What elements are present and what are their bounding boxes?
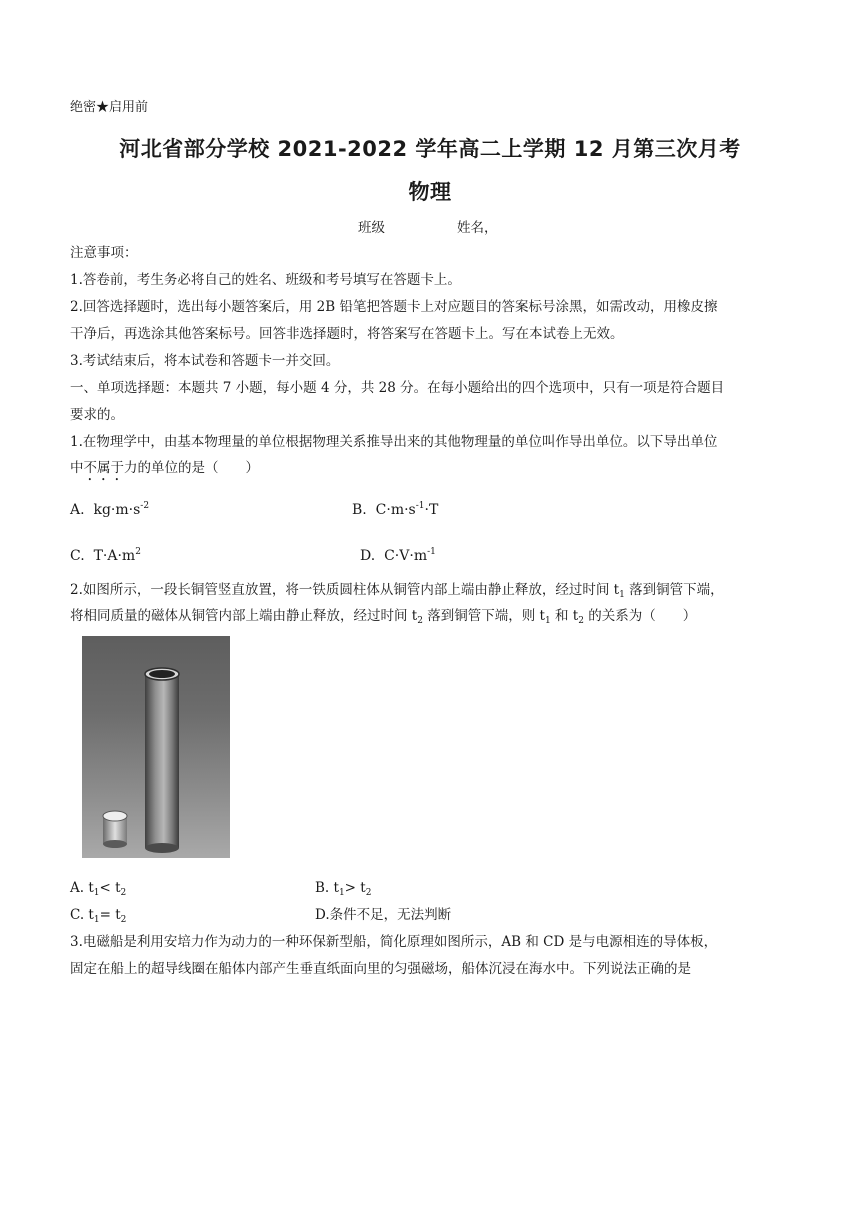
q2-option-d[interactable]: D.条件不足，无法判断 (315, 907, 452, 923)
q1-option-d[interactable]: D. $C\cdot V\cdot m^{-1}$ (360, 547, 436, 564)
q2-option-c[interactable]: C. $t_1= t_2$ (70, 907, 127, 925)
q2-option-a[interactable]: A. $t_1< t_2$ (70, 880, 127, 898)
copper-tube-photo (82, 636, 230, 858)
notice-item-2-cont: 干净后，再选涂其他答案标号。回答非选择题时，将答案写在答题卡上。写在本试卷上无效。 (70, 326, 624, 342)
q2-option-b[interactable]: B. $t_1> t_2$ (315, 880, 372, 898)
copper-tube-illustration (82, 636, 230, 858)
exam-title: 河北省部分学校 2021-2022 学年高二上学期 12 月第三次月考 (119, 137, 741, 161)
question-1-stem: 1.在物理学中，由基本物理量的单位根据物理关系推导出来的其他物理量的单位叫作导出单位。以下导出单位 (70, 434, 718, 450)
emphasis-not-belong: 不属于 (83, 460, 124, 476)
subject-title: 物理 (408, 180, 452, 204)
question-2-stem-cont: 将相同质量的磁体从铜管内部上端由静止释放，经过时间 $t_2$ 落到铜管下端，则 $t_1$ 和 $t_2$ 的关系为（ ） (70, 608, 697, 626)
notice-heading: 注意事项： (70, 245, 138, 261)
name-label: 姓名， (457, 220, 498, 236)
section-heading: 一、单项选择题：本题共 7 小题，每小题 4 分，共 28 分。在每小题给出的四个选项中，只有一项是符合题目 (70, 380, 725, 396)
question-1-stem-cont: 中不属于力的单位的是（ ） (70, 460, 259, 476)
section-heading-cont: 要求的。 (70, 407, 124, 423)
notice-item-1: 1.答卷前，考生务必将自己的姓名、班级和考号填写在答题卡上。 (70, 272, 461, 288)
notice-item-2: 2.回答选择题时，选出每小题答案后，用 2B 铅笔把答题卡上对应题目的答案标号涂黑，如需改动，用橡皮擦 (70, 299, 718, 315)
confidential-label: 绝密★启用前 (70, 100, 149, 115)
question-3-stem: 3.电磁船是利用安培力作为动力的一种环保新型船，简化原理如图所示，AB 和 CD 是与电源相连的导体板， (70, 934, 718, 950)
q1-option-b[interactable]: B. $C\cdot m\cdot s^{-1}\cdot T$ (352, 501, 439, 518)
class-label: 班级 (358, 220, 385, 236)
notice-item-3: 3.考试结束后，将本试卷和答题卡一并交回。 (70, 353, 340, 369)
question-3-stem-cont: 固定在船上的超导线圈在船体内部产生垂直纸面向里的匀强磁场，船体沉浸在海水中。下列说法正确的是 (70, 961, 691, 977)
q1-option-c[interactable]: C. $T\cdot A\cdot m^2$ (70, 547, 141, 564)
question-2-stem: 2.如图所示，一段长铜管竖直放置，将一铁质圆柱体从铜管内部上端由静止释放，经过时间 $t_1$ 落到铜管下端， (70, 582, 724, 600)
q1-option-a[interactable]: A. $kg\cdot m\cdot s^{-2}$ (70, 501, 150, 518)
